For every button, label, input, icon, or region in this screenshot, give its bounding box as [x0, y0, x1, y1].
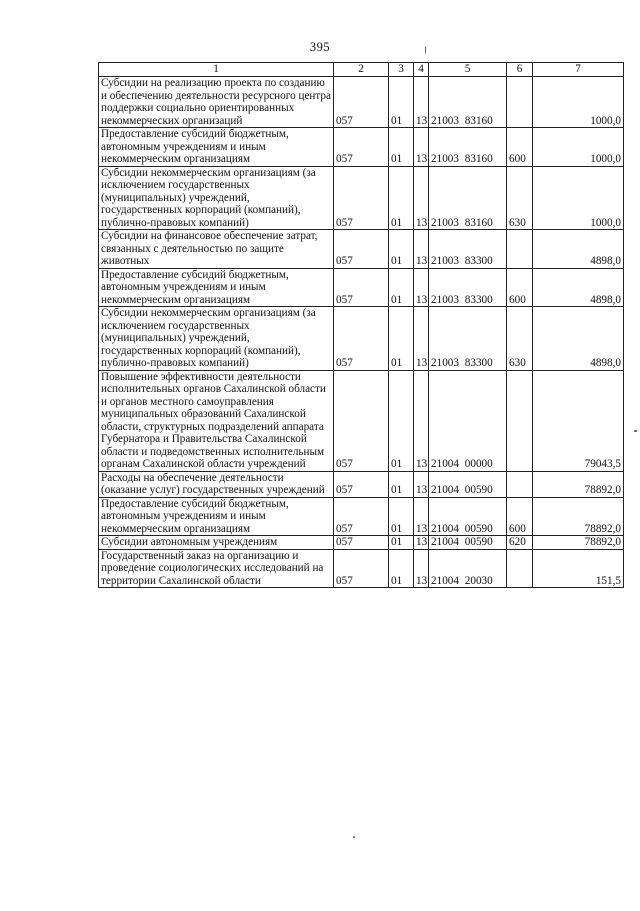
- amount-cell: 4898,0: [533, 268, 624, 307]
- subsection-cell: 13: [414, 549, 429, 588]
- table-row: [99, 307, 624, 371]
- table-row: [99, 230, 624, 269]
- amount-cell: 78892,0: [533, 536, 624, 550]
- section-cell: 01: [389, 370, 414, 471]
- section-cell: 01: [389, 471, 414, 497]
- column-header: 7: [533, 63, 624, 77]
- budget-table: [98, 62, 624, 588]
- table-row: [99, 497, 624, 536]
- subsection-cell: 13: [414, 471, 429, 497]
- subsection-cell: 13: [414, 77, 429, 128]
- amount-cell: 4898,0: [533, 307, 624, 371]
- scan-speck: [425, 46, 426, 54]
- expense-type-cell: [507, 77, 533, 128]
- amount-cell: 78892,0: [533, 497, 624, 536]
- subsection-cell: 13: [414, 128, 429, 167]
- table-row: [99, 471, 624, 497]
- row-name-cell: Субсидии на реализацию проекта по созданию и обеспечению деятельности ресурсного центра поддержки социально ориентированных некоммерческих организаций: [99, 77, 334, 128]
- kvsr-cell: 057: [334, 268, 389, 307]
- amount-cell: 78892,0: [533, 471, 624, 497]
- expense-type-cell: [507, 549, 533, 588]
- kvsr-cell: 057: [334, 549, 389, 588]
- table-row: [99, 128, 624, 167]
- subsection-cell: 13: [414, 370, 429, 471]
- column-header: 4: [414, 63, 429, 77]
- section-cell: 01: [389, 536, 414, 550]
- table-row: [99, 549, 624, 588]
- section-cell: 01: [389, 166, 414, 230]
- scan-speck: [353, 836, 355, 838]
- column-header: 5: [429, 63, 507, 77]
- row-name-cell: Предоставление субсидий бюджетным, автономным учреждениям и иным некоммерческим организациям: [99, 497, 334, 536]
- subsection-cell: 13: [414, 230, 429, 269]
- column-header: 2: [334, 63, 389, 77]
- kvsr-cell: 057: [334, 166, 389, 230]
- kvsr-cell: 057: [334, 370, 389, 471]
- target-article-cell: 21003 83300: [429, 268, 507, 307]
- target-article-cell: 21004 00590: [429, 497, 507, 536]
- target-article-cell: 21003 83300: [429, 230, 507, 269]
- kvsr-cell: 057: [334, 307, 389, 371]
- row-name-cell: Субсидии некоммерческим организациям (за исключением государственных (муниципальных) учреждений, государственных корпораций (компаний), публично-правовых компаний): [99, 307, 334, 371]
- amount-cell: 1000,0: [533, 77, 624, 128]
- table-row: [99, 370, 624, 471]
- expense-type-cell: 600: [507, 128, 533, 167]
- kvsr-cell: 057: [334, 471, 389, 497]
- kvsr-cell: 057: [334, 536, 389, 550]
- subsection-cell: 13: [414, 497, 429, 536]
- column-number-header: [99, 63, 624, 77]
- target-article-cell: 21003 83160: [429, 77, 507, 128]
- target-article-cell: 21004 00000: [429, 370, 507, 471]
- row-name-cell: Государственный заказ на организацию и проведение социологических исследований на территории Сахалинской области: [99, 549, 334, 588]
- row-name-cell: Субсидии на финансовое обеспечение затрат, связанных с деятельностью по защите животных: [99, 230, 334, 269]
- section-cell: 01: [389, 497, 414, 536]
- expense-type-cell: 630: [507, 166, 533, 230]
- section-cell: 01: [389, 307, 414, 371]
- section-cell: 01: [389, 230, 414, 269]
- column-header: 3: [389, 63, 414, 77]
- amount-cell: 1000,0: [533, 128, 624, 167]
- kvsr-cell: 057: [334, 230, 389, 269]
- expense-type-cell: 600: [507, 497, 533, 536]
- target-article-cell: 21003 83160: [429, 166, 507, 230]
- column-header: 1: [99, 63, 334, 77]
- column-header: 6: [507, 63, 533, 77]
- page-number: 395: [309, 40, 331, 54]
- row-name-cell: Субсидии автономным учреждениям: [99, 536, 334, 550]
- target-article-cell: 21003 83300: [429, 307, 507, 371]
- row-name-cell: Расходы на обеспечение деятельности (оказание услуг) государственных учреждений: [99, 471, 334, 497]
- amount-cell: 1000,0: [533, 166, 624, 230]
- table-row: [99, 166, 624, 230]
- amount-cell: 4898,0: [533, 230, 624, 269]
- table-row: [99, 77, 624, 128]
- row-name-cell: Предоставление субсидий бюджетным, автономным учреждениям и иным некоммерческим организациям: [99, 128, 334, 167]
- amount-cell: 79043,5: [533, 370, 624, 471]
- expense-type-cell: 620: [507, 536, 533, 550]
- subsection-cell: 13: [414, 166, 429, 230]
- expense-type-cell: 630: [507, 307, 533, 371]
- target-article-cell: 21004 00590: [429, 471, 507, 497]
- table-row: [99, 268, 624, 307]
- section-cell: 01: [389, 268, 414, 307]
- scan-speck: [634, 430, 637, 432]
- target-article-cell: 21004 20030: [429, 549, 507, 588]
- table-row: [99, 536, 624, 550]
- subsection-cell: 13: [414, 307, 429, 371]
- expense-type-cell: 600: [507, 268, 533, 307]
- subsection-cell: 13: [414, 268, 429, 307]
- section-cell: 01: [389, 128, 414, 167]
- expense-type-cell: [507, 471, 533, 497]
- kvsr-cell: 057: [334, 128, 389, 167]
- row-name-cell: Предоставление субсидий бюджетным, автономным учреждениям и иным некоммерческим организациям: [99, 268, 334, 307]
- kvsr-cell: 057: [334, 77, 389, 128]
- section-cell: 01: [389, 549, 414, 588]
- target-article-cell: 21004 00590: [429, 536, 507, 550]
- expense-type-cell: [507, 230, 533, 269]
- row-name-cell: Субсидии некоммерческим организациям (за исключением государственных (муниципальных) учреждений, государственных корпораций (компаний), публично-правовых компаний): [99, 166, 334, 230]
- section-cell: 01: [389, 77, 414, 128]
- subsection-cell: 13: [414, 536, 429, 550]
- expense-type-cell: [507, 370, 533, 471]
- amount-cell: 151,5: [533, 549, 624, 588]
- target-article-cell: 21003 83160: [429, 128, 507, 167]
- row-name-cell: Повышение эффективности деятельности исполнительных органов Сахалинской области и органов местного самоуправления муниципальных образований Сахалинской области, структурных подразделений аппарата Губернатора и Правительства Сахалинской области и подведомственных исполнительным органам Сахалинской области учреждений: [99, 370, 334, 471]
- kvsr-cell: 057: [334, 497, 389, 536]
